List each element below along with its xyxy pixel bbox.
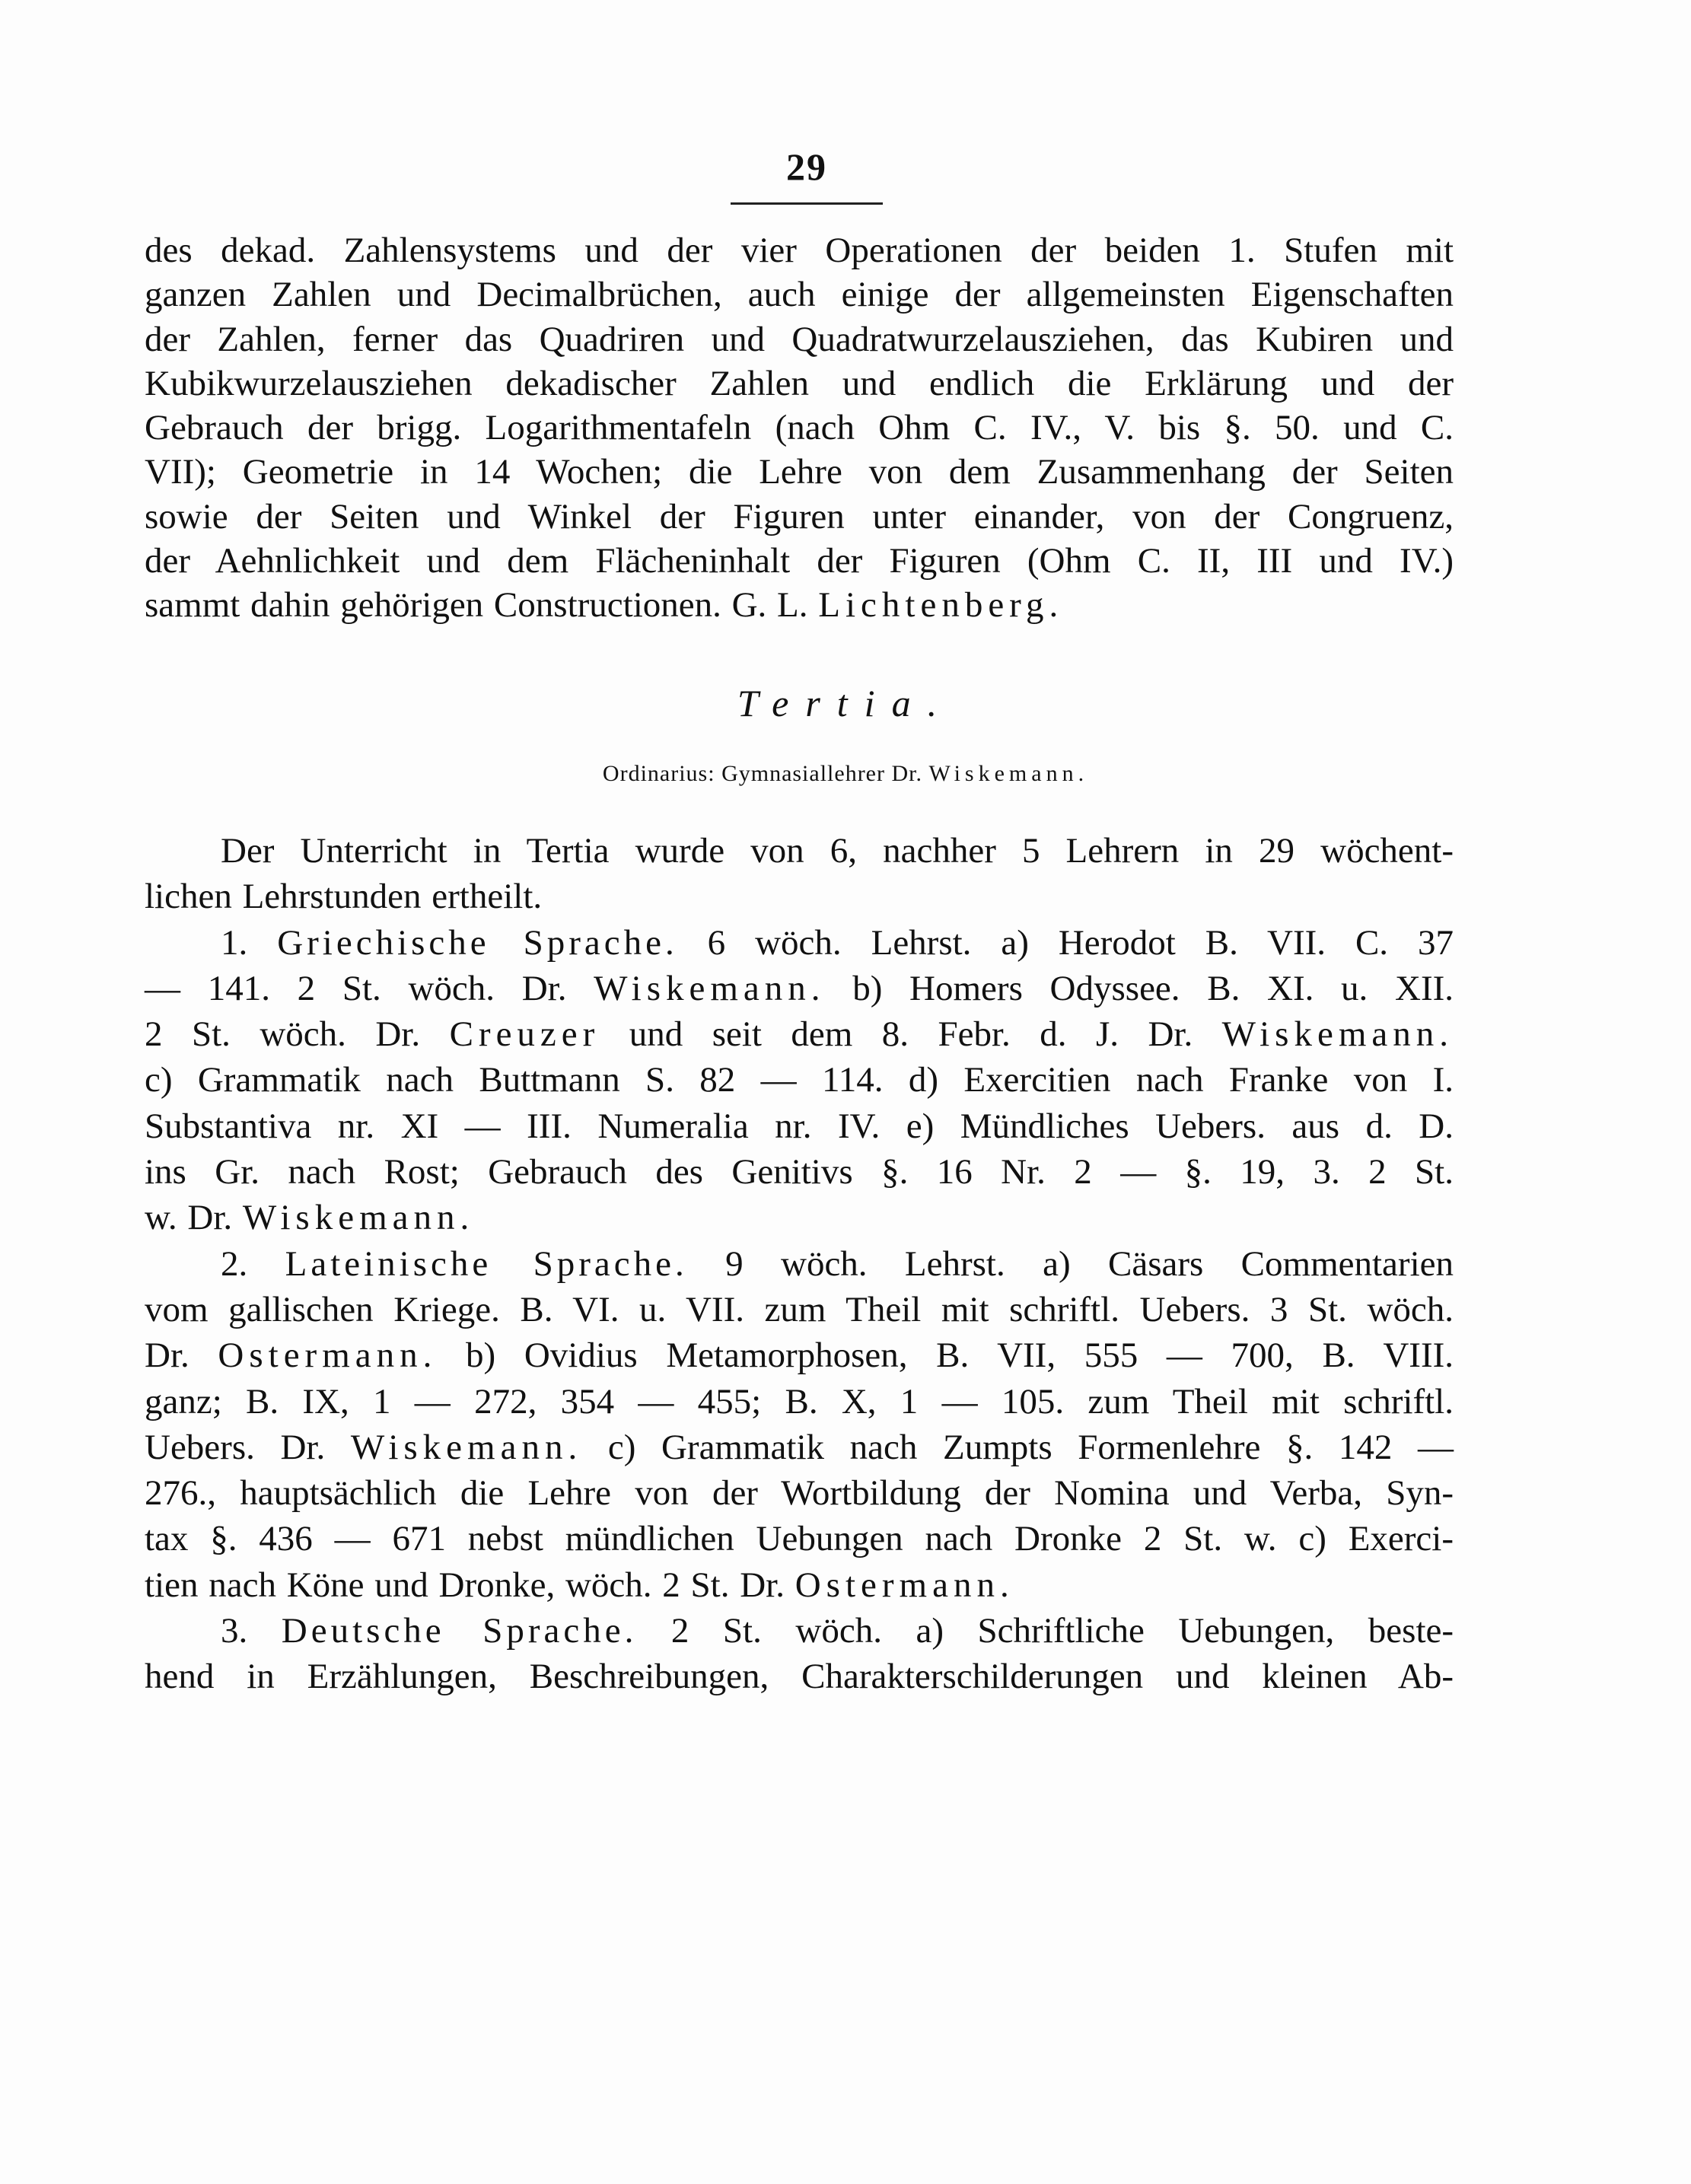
text-line: der Zahlen, ferner das Quadriren und Quadratwurzelausziehen, das Kubiren und	[145, 319, 1454, 359]
latin-heading-line	[145, 1241, 1454, 1287]
text-line: Substantiva nr. XI — III. Numeralia nr. IV. e) Mündliches Uebers. aus d. D.	[145, 1106, 1454, 1146]
ordinarius-label: Ordinarius: Gymnasiallehrer Dr.	[602, 761, 929, 786]
text-line: der Aehnlichkeit und dem Flächeninhalt der Figuren (Ohm C. II, III und IV.)	[145, 541, 1454, 581]
text-line: lichen Lehrstunden ertheilt.	[145, 877, 543, 917]
teacher-name: Wiskemann.	[594, 968, 826, 1008]
item-number: 3.	[221, 1611, 282, 1651]
text-fragment: und seit dem 8. Febr. d. J. Dr.	[600, 1014, 1222, 1055]
text-fragment: 2 St. wöch. a) Schriftliche Uebungen, beste-	[637, 1611, 1454, 1651]
text-line: ins Gr. nach Rost; Gebrauch des Genitivs §. 16 Nr. 2 — §. 19, 3. 2 St.	[145, 1152, 1454, 1192]
text-line: c) Grammatik nach Buttmann S. 82 — 114. d) Exercitien nach Franke von I.	[145, 1060, 1454, 1100]
text-line: ganzen Zahlen und Decimalbrüchen, auch einige der allgemeinsten Eigenschaften	[145, 275, 1454, 315]
text-line: hend in Erzählungen, Beschreibungen, Charakterschilderungen und kleinen Ab-	[145, 1657, 1454, 1697]
item-number: 1.	[221, 922, 278, 963]
text-line	[145, 1425, 1454, 1470]
text-line: VII); Geometrie in 14 Wochen; die Lehre von dem Zusammenhang der Seiten	[145, 452, 1454, 492]
text-line	[145, 1195, 1454, 1240]
text-line: sowie der Seiten und Winkel der Figuren unter einander, von der Congruenz,	[145, 496, 1454, 536]
ordinarius-line	[0, 761, 1691, 787]
teacher-name: Ostermann.	[795, 1565, 1014, 1605]
text-fragment: b) Homers Odyssee. B. XI. u. XII.	[825, 968, 1454, 1008]
text-fragment: 9 wöch. Lehrst. a) Cäsars Commentarien	[687, 1243, 1454, 1284]
german-heading-line	[145, 1608, 1454, 1654]
subject-name: Griechische Sprache.	[277, 922, 678, 963]
text-line: ganz; B. IX, 1 — 272, 354 — 455; B. X, 1 — 105. zum Theil mit schriftl.	[145, 1381, 1454, 1422]
greek-heading-line	[145, 920, 1454, 966]
text-line	[145, 1332, 1454, 1378]
teacher-name: Ostermann.	[218, 1336, 438, 1376]
teacher-name: Lichtenberg.	[818, 585, 1064, 626]
text-line: vom gallischen Kriege. B. VI. u. VII. zum Theil mit schriftl. Uebers. 3 St. wöch.	[145, 1289, 1454, 1329]
text-fragment: b) Ovidius Metamorphosen, B. VII, 555 — 700, B. VIII.	[437, 1336, 1454, 1376]
text-fragment: — 141. 2 St. wöch. Dr.	[145, 968, 594, 1008]
text-line: tax §. 436 — 671 nebst mündlichen Uebungen nach Dronke 2 St. w. c) Exerci-	[145, 1519, 1454, 1559]
text-line	[145, 966, 1454, 1011]
section-title: Tertia.	[737, 682, 954, 724]
text-fragment: c) Grammatik nach Zumpts Formenlehre §. 142 —	[582, 1427, 1454, 1467]
subject-name: Deutsche Sprache.	[281, 1611, 638, 1651]
text-fragment: 6 wöch. Lehrst. a) Herodot B. VII. C. 37	[677, 922, 1454, 963]
teacher-name: Wiskemann.	[1221, 1014, 1454, 1055]
item-number: 2.	[221, 1243, 285, 1284]
page-number-rule	[731, 202, 883, 205]
text-line: Gebrauch der brigg. Logarithmentafeln (nach Ohm C. IV., V. bis §. 50. und C.	[145, 408, 1454, 448]
page-number: 29	[786, 145, 827, 188]
teacher-name: Creuzer	[449, 1014, 600, 1055]
mathematics-continuation	[145, 228, 1454, 628]
tertia-body	[145, 828, 1454, 1700]
text-line: des dekad. Zahlensystems und der vier Operationen der beiden 1. Stufen mit	[145, 231, 1454, 270]
text-fragment: w. Dr.	[145, 1198, 243, 1238]
teacher-name: Wiskemann.	[928, 761, 1089, 786]
text-fragment: 2 St. wöch. Dr.	[145, 1014, 450, 1055]
text-line: Der Unterricht in Tertia wurde von 6, nachher 5 Lehrern in 29 wöchent-	[221, 831, 1454, 871]
subject-name: Lateinische Sprache.	[285, 1243, 688, 1284]
text-fragment: Uebers. Dr.	[145, 1427, 351, 1467]
text-line: 276., hauptsächlich die Lehre von der Wortbildung der Nomina und Verba, Syn-	[145, 1473, 1454, 1514]
teacher-name: Wiskemann.	[350, 1427, 583, 1467]
text-fragment: Dr.	[145, 1336, 218, 1376]
teacher-name: Wiskemann.	[242, 1198, 475, 1238]
text-fragment: sammt dahin gehörigen Constructionen. G. L.	[145, 585, 819, 626]
text-fragment: tien nach Köne und Dronke, wöch. 2 St. Dr.	[145, 1565, 795, 1605]
text-line	[145, 1011, 1454, 1057]
text-line: Kubikwurzelausziehen dekadischer Zahlen und endlich die Erklärung und der	[145, 363, 1454, 403]
text-line	[145, 1562, 1454, 1608]
text-line	[145, 583, 1454, 627]
